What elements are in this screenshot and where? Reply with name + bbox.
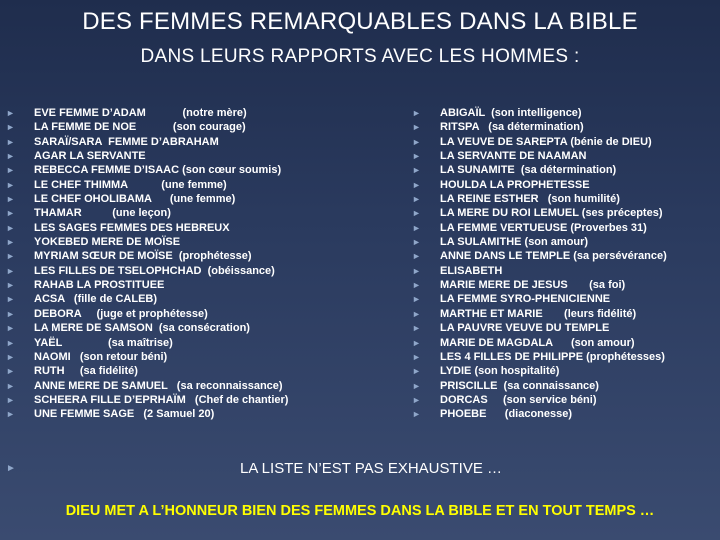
list-item xyxy=(6,321,366,335)
list-item-text: YOKEBED MERE DE MOÏSE xyxy=(34,236,181,249)
list-item xyxy=(6,336,366,350)
list-item-text: PHOEBE (diaconesse) xyxy=(440,408,573,421)
list-item xyxy=(6,178,366,192)
list-item xyxy=(412,135,717,149)
bullet-arrow-icon: ► xyxy=(412,165,421,176)
list-item xyxy=(6,292,366,306)
bullet-arrow-icon: ► xyxy=(6,151,15,162)
list-item-text: SCHEERA FILLE D’EPRHAÏM (Chef de chantier) xyxy=(34,393,289,406)
list-item xyxy=(412,120,717,134)
bullet-arrow-icon: ► xyxy=(6,323,15,334)
list-item-text: LA FEMME SYRO-PHENICIENNE xyxy=(440,293,611,306)
list-item xyxy=(412,106,717,120)
bullet-arrow-icon: ► xyxy=(412,409,421,420)
list-item xyxy=(412,336,717,350)
bullet-arrow-icon: ► xyxy=(6,179,15,190)
bullet-arrow-icon: ► xyxy=(6,122,15,133)
list-item xyxy=(412,163,717,177)
list-item xyxy=(412,206,717,220)
list-item-text: RITSPA (sa détermination) xyxy=(440,121,584,134)
list-item-text: MARIE MERE DE JESUS (sa foi) xyxy=(440,279,626,292)
list-item xyxy=(6,249,366,263)
bullet-arrow-icon: ► xyxy=(6,136,15,147)
bullet-arrow-icon: ► xyxy=(412,308,421,319)
list-item xyxy=(6,364,366,378)
bullet-arrow-icon: ► xyxy=(6,108,15,118)
bullet-arrow-icon: ► xyxy=(412,108,421,118)
bullet-arrow-icon: ► xyxy=(6,265,15,276)
list-item xyxy=(412,321,717,335)
list-item-text: LA SUNAMITE (sa détermination) xyxy=(440,164,617,177)
list-item xyxy=(412,264,717,278)
list-item-text: MYRIAM SŒUR DE MOÏSE (prophétesse) xyxy=(34,250,252,263)
bullet-arrow-icon: ► xyxy=(6,366,15,377)
list-item xyxy=(6,106,366,120)
bullet-arrow-icon: ► xyxy=(412,366,421,377)
list-item-text: ABIGAÏL (son intelligence) xyxy=(440,107,582,119)
list-item-text: LA FEMME VERTUEUSE (Proverbes 31) xyxy=(440,221,647,234)
list-item xyxy=(412,221,717,235)
bullet-arrow-icon: ► xyxy=(6,351,15,362)
bullet-arrow-icon: ► xyxy=(6,208,15,219)
slide-subtitle: DANS LEURS RAPPORTS AVEC LES HOMMES : xyxy=(140,46,580,67)
list-item-text: ANNE MERE DE SAMUEL (sa reconnaissance) xyxy=(34,379,283,392)
list-item xyxy=(6,379,366,393)
bullet-arrow-icon: ► xyxy=(6,308,15,319)
bullet-arrow-icon: ► xyxy=(412,251,421,262)
list-item xyxy=(412,149,717,163)
list-item xyxy=(412,379,717,393)
list-item-text: LA SULAMITHE (son amour) xyxy=(440,236,589,249)
bullet-arrow-icon: ► xyxy=(412,222,421,233)
list-item-text: DORCAS (son service béni) xyxy=(440,393,597,406)
list-item-text: LA MERE DE SAMSON (sa consécration) xyxy=(34,322,250,335)
list-item-text: DEBORA (juge et prophétesse) xyxy=(34,307,208,320)
list-item-text: RAHAB LA PROSTITUEE xyxy=(34,279,165,292)
bullet-arrow-icon: ► xyxy=(6,337,15,348)
slide-title: DES FEMMES REMARQUABLES DANS LA BIBLE xyxy=(82,8,638,35)
list-item-text: LES SAGES FEMMES DES HEBREUX xyxy=(34,221,230,234)
bullet-arrow-icon: ► xyxy=(412,351,421,362)
bullet-arrow-icon: ► xyxy=(412,265,421,276)
list-item xyxy=(6,120,366,134)
bullet-arrow-icon: ► xyxy=(412,337,421,348)
list-item xyxy=(6,393,366,407)
bullet-arrow-icon: ► xyxy=(6,294,15,305)
list-item xyxy=(6,350,366,364)
list-item-text: LA PAUVRE VEUVE DU TEMPLE xyxy=(440,322,610,335)
bullet-arrow-icon: ► xyxy=(412,323,421,334)
list-item xyxy=(412,393,717,407)
list-item xyxy=(6,407,366,421)
right-women-list xyxy=(412,106,717,422)
list-item xyxy=(6,235,366,249)
list-item-text: LYDIE (son hospitalité) xyxy=(440,365,560,378)
bullet-arrow-icon: ► xyxy=(412,237,421,248)
list-item xyxy=(6,307,366,321)
list-item-text: UNE FEMME SAGE (2 Samuel 20) xyxy=(34,408,215,421)
bullet-arrow-icon: ► xyxy=(412,394,421,405)
bullet-arrow-icon: ► xyxy=(6,394,15,405)
list-item-text: LE CHEF OHOLIBAMA (une femme) xyxy=(34,193,236,206)
list-item-text: LES 4 FILLES DE PHILIPPE (prophétesses) xyxy=(440,350,665,363)
list-item xyxy=(412,278,717,292)
bullet-arrow-icon: ► xyxy=(412,280,421,291)
bullet-arrow-icon: ► xyxy=(412,151,421,162)
list-item-text: LA MERE DU ROI LEMUEL (ses préceptes) xyxy=(440,207,663,220)
bullet-arrow-icon: ► xyxy=(412,380,421,391)
bullet-arrow-icon: ► xyxy=(6,194,15,205)
bullet-arrow-icon: ► xyxy=(6,463,16,474)
list-item xyxy=(412,350,717,364)
bullet-arrow-icon: ► xyxy=(6,165,15,176)
list-item-text: AGAR LA SERVANTE xyxy=(34,150,146,163)
bullet-arrow-icon: ► xyxy=(6,237,15,248)
list-item-text: NAOMI (son retour béni) xyxy=(34,350,168,363)
bullet-arrow-icon: ► xyxy=(6,409,15,420)
list-item xyxy=(6,163,366,177)
list-item-text: MARTHE ET MARIE (leurs fidélité) xyxy=(440,307,637,320)
list-item xyxy=(6,135,366,149)
list-item-text: REBECCA FEMME D’ISAAC (son cœur soumis) xyxy=(34,164,282,177)
list-item xyxy=(6,264,366,278)
list-note: LA LISTE N’EST PAS EXHAUSTIVE … xyxy=(240,460,503,477)
list-item xyxy=(6,278,366,292)
bullet-arrow-icon: ► xyxy=(412,136,421,147)
list-item-text: LA FEMME DE NOE (son courage) xyxy=(34,121,246,134)
list-item xyxy=(412,178,717,192)
bullet-arrow-icon: ► xyxy=(412,194,421,205)
bullet-arrow-icon: ► xyxy=(412,122,421,133)
list-item xyxy=(6,206,366,220)
list-item-text: LA VEUVE DE SAREPTA (bénie de DIEU) xyxy=(440,135,652,148)
left-women-list xyxy=(6,106,366,422)
list-item-text: LES FILLES DE TSELOPHCHAD (obéissance) xyxy=(34,264,275,277)
bullet-arrow-icon: ► xyxy=(6,222,15,233)
list-item xyxy=(412,364,717,378)
list-item-text: MARIE DE MAGDALA (son amour) xyxy=(440,336,635,349)
note-row xyxy=(6,459,706,479)
list-item-text: LA REINE ESTHER (son humilité) xyxy=(440,193,620,206)
list-item xyxy=(412,307,717,321)
list-item-text: SARAÏ/SARA FEMME D’ABRAHAM xyxy=(34,135,219,148)
list-item xyxy=(412,407,717,421)
list-item-text: THAMAR (une leçon) xyxy=(34,207,171,220)
footer-conclusion: DIEU MET A L’HONNEUR BIEN DES FEMMES DANS LA BIBLE ET EN TOUT TEMPS … xyxy=(65,503,655,519)
bullet-arrow-icon: ► xyxy=(412,208,421,219)
list-item-text: LA SERVANTE DE NAAMAN xyxy=(440,150,587,163)
list-item xyxy=(412,249,717,263)
list-item-text: ACSA (fille de CALEB) xyxy=(34,293,158,306)
bullet-arrow-icon: ► xyxy=(6,280,15,291)
bullet-arrow-icon: ► xyxy=(412,179,421,190)
list-item-text: EVE FEMME D’ADAM (notre mère) xyxy=(34,107,247,119)
list-item-text: ANNE DANS LE TEMPLE (sa persévérance) xyxy=(440,250,667,263)
list-item xyxy=(412,292,717,306)
list-item-text: ELISABETH xyxy=(440,264,503,277)
list-item-text: RUTH (sa fidélité) xyxy=(34,365,138,378)
bullet-arrow-icon: ► xyxy=(6,380,15,391)
list-item xyxy=(412,235,717,249)
list-item xyxy=(6,221,366,235)
list-item xyxy=(6,192,366,206)
bullet-arrow-icon: ► xyxy=(6,251,15,262)
bullet-arrow-icon: ► xyxy=(412,294,421,305)
list-item-text: PRISCILLE (sa connaissance) xyxy=(440,379,599,392)
list-item-text: LE CHEF THIMMA (une femme) xyxy=(34,178,227,191)
list-item-text: YAËL (sa maîtrise) xyxy=(34,336,173,349)
list-item xyxy=(6,149,366,163)
list-item xyxy=(412,192,717,206)
list-item-text: HOULDA LA PROPHETESSE xyxy=(440,178,590,191)
